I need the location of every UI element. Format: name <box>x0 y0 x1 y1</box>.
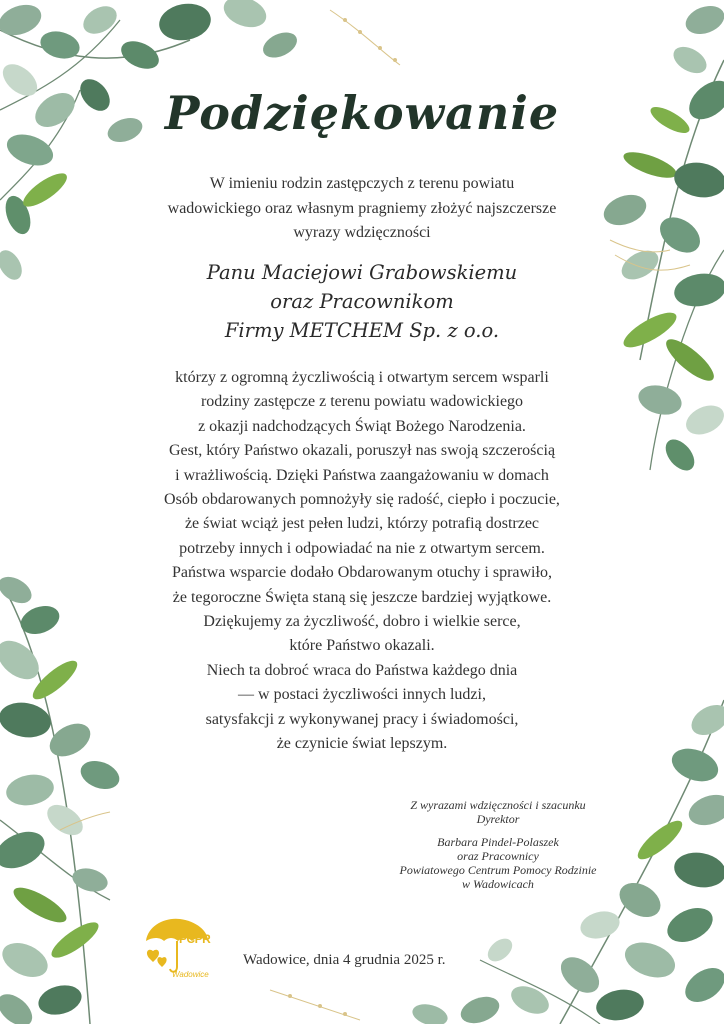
body-line: rodziny zastępcze z terenu powiatu wadowickiego <box>200 393 524 411</box>
recipient-line: Firmy METCHEM Sp. z o.o. <box>224 319 500 342</box>
intro-line: wyrazy wdzięczności <box>293 224 431 241</box>
signature-line: Z wyrazami wdzięczności i szacunku <box>410 798 586 812</box>
body-line: z okazji nadchodzących Świąt Bożego Narodzenia. <box>198 417 526 435</box>
recipient-line: oraz Pracownikom <box>270 290 454 313</box>
signature-line: w Wadowicach <box>462 877 534 891</box>
body-line: że świat wciąż jest pełen ludzi, którzy potrafią dostrzec <box>184 515 540 533</box>
body-line: którzy z ogromną życzliwością i otwartym sercem wsparli <box>175 369 549 386</box>
body-line: satysfakcji z wykonywanej pracy i świadomości, <box>205 710 519 728</box>
intro-paragraph <box>112 172 612 246</box>
logo-subtext: Wadowice <box>172 970 209 979</box>
body-line: że czynicie świat lepszym. <box>276 735 448 753</box>
body-line: — w postaci życzliwości innych ludzi, <box>238 686 486 704</box>
body-line: i wrażliwością. Dzięki Państwa zaangażowaniu w domach <box>175 466 549 484</box>
intro-line: W imieniu rodzin zastępczych z terenu powiatu <box>209 175 515 192</box>
body-line: potrzeby innych i odpowiadać na nie z otwartym sercem. <box>179 539 545 557</box>
body-line: Osób obdarowanych pomnożyły się radość, ciepło i poczucie, <box>164 491 560 509</box>
recipient-block <box>112 258 612 345</box>
signature-line: oraz Pracownicy <box>457 849 539 863</box>
recipient-line: Panu Maciejowi Grabowskiemu <box>206 261 518 284</box>
intro-line: wadowickiego oraz własnym pragniemy złożyć najszczersze <box>167 199 557 217</box>
body-line: że tegoroczne Święta staną się jeszcze bardziej wyjątkowe. <box>172 588 552 606</box>
date-line: Wadowice, dnia 4 grudnia 2025 r. <box>243 952 446 968</box>
signature-block <box>378 798 618 891</box>
body-line: Dziękujemy za życzliwość, dobro i wielkie serce, <box>203 613 521 631</box>
body-line: Niech ta dobroć wraca do Państwa każdego dnia <box>206 661 518 679</box>
body-line: Państwa wsparcie dodało Obdarowanym otuchy i sprawiło, <box>172 564 552 582</box>
signature-line: Barbara Pindel-Polaszek <box>437 835 559 849</box>
body-paragraph <box>90 366 634 757</box>
body-line: które Państwo okazali. <box>289 637 435 655</box>
body-line: Gest, który Państwo okazali, poruszył nas swoją szczerością <box>168 442 556 460</box>
signature-line: Powiatowego Centrum Pomocy Rodzinie <box>399 863 597 877</box>
signature-line: Dyrektor <box>476 812 520 826</box>
logo-text: PCPR <box>179 932 211 946</box>
certificate-title: Podziękowanie <box>164 86 560 140</box>
